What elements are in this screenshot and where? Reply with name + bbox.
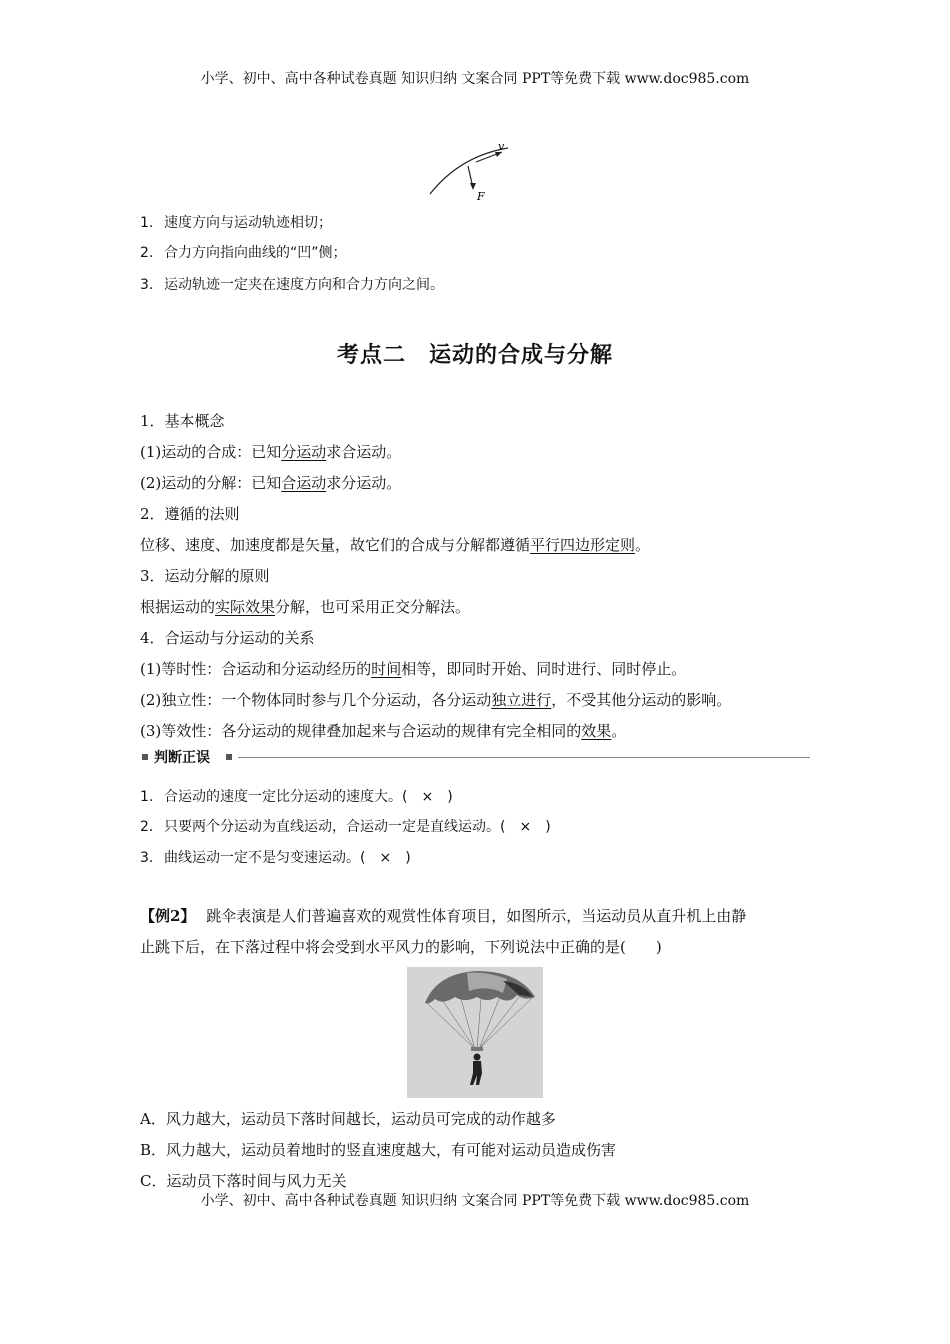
judge-header xyxy=(140,748,812,768)
f-label: F xyxy=(477,190,485,203)
item-number: 1. xyxy=(140,215,154,231)
item-number: 1. xyxy=(140,789,154,805)
underlined-answer: 合运动 xyxy=(281,474,327,492)
option-a: A．风力越大，运动员下落时间越长，运动员可完成的动作越多 xyxy=(140,1110,556,1128)
text-span: 只要两个分运动为直线运动，合运动一定是直线运动。( × ) xyxy=(164,819,551,835)
content-line-9 xyxy=(140,657,686,681)
content-line-8 xyxy=(140,626,315,650)
text-span: 1．基本概念 xyxy=(140,412,225,430)
text-span: 分解，也可采用正交分解法。 xyxy=(275,598,471,616)
text-span: (1)运动的合成：已知 xyxy=(140,443,282,461)
harness-bar xyxy=(471,1047,483,1051)
text-span: 速度方向与运动轨迹相切； xyxy=(164,215,332,231)
curve-rule-1 xyxy=(140,211,332,235)
jumper-head xyxy=(474,1054,481,1061)
curve-rule-3 xyxy=(140,273,444,297)
item-number: 3. xyxy=(140,850,154,866)
underlined-answer: 时间 xyxy=(371,660,402,678)
content-line-1 xyxy=(140,409,225,433)
judge-item-2 xyxy=(140,815,551,839)
text-span: 根据运动的 xyxy=(140,598,216,616)
text-span: 。 xyxy=(611,722,627,740)
judge-label: 判断正误 xyxy=(154,750,210,766)
text-span: 相等，即同时开始、同时进行、同时停止。 xyxy=(401,660,687,678)
example-text-1: 跳伞表演是人们普遍喜欢的观赏性体育项目，如图所示，当运动员从直升机上由静 xyxy=(206,907,747,925)
underlined-answer: 平行四边形定则 xyxy=(530,536,636,554)
content-line-7 xyxy=(140,595,470,619)
text-span: (2)运动的分解：已知 xyxy=(140,474,282,492)
text-span: 运动轨迹一定夹在速度方向和合力方向之间。 xyxy=(164,277,444,293)
v-label: v xyxy=(498,140,505,153)
content-line-4 xyxy=(140,502,240,526)
curve-force-figure xyxy=(420,138,520,206)
option-c: C．运动员下落时间与风力无关 xyxy=(140,1172,347,1190)
content-line-3 xyxy=(140,471,401,495)
text-span: ，不受其他分运动的影响。 xyxy=(551,691,732,709)
judge-item-3 xyxy=(140,846,411,870)
content-line-2 xyxy=(140,440,401,464)
example-label: 【例2】 xyxy=(140,907,196,925)
judge-divider xyxy=(238,757,810,758)
page-footer: 小学、初中、高中各种试卷真题 知识归纳 文案合同 PPT等免费下载 www.doc985.com xyxy=(200,1193,750,1209)
section-title: 考点二 运动的合成与分解 xyxy=(336,342,613,368)
text-span: 。 xyxy=(635,536,651,554)
text-span: 曲线运动一定不是匀变速运动。( × ) xyxy=(164,850,411,866)
text-span: (2)独立性：一个物体同时参与几个分运动，各分运动 xyxy=(140,691,492,709)
text-span: 位移、速度、加速度都是矢量，故它们的合成与分解都遵循 xyxy=(140,536,531,554)
content-line-5 xyxy=(140,533,650,557)
underlined-answer: 分运动 xyxy=(281,443,327,461)
content-line-11 xyxy=(140,719,626,743)
item-number: 3. xyxy=(140,277,154,293)
text-span: 2．遵循的法则 xyxy=(140,505,240,523)
text-span: 合力方向指向曲线的“凹”侧； xyxy=(164,245,347,261)
item-number: 2. xyxy=(140,245,154,261)
force-arrowhead xyxy=(470,183,476,190)
text-span: (3)等效性：各分运动的规律叠加起来与合运动的规律有完全相同的 xyxy=(140,722,582,740)
item-number: 2. xyxy=(140,819,154,835)
bullet-square-left xyxy=(142,754,148,760)
content-line-10 xyxy=(140,688,731,712)
text-span: 合运动的速度一定比分运动的速度大。( × ) xyxy=(164,789,453,805)
example-line-2: 止跳下后，在下落过程中将会受到水平风力的影响，下列说法中正确的是( ) xyxy=(140,938,662,956)
text-span: 4．合运动与分运动的关系 xyxy=(140,629,315,647)
underlined-answer: 独立进行 xyxy=(491,691,552,709)
curve-rule-2 xyxy=(140,241,347,265)
parachute-photo xyxy=(407,967,543,1098)
text-span: 求合运动。 xyxy=(326,443,402,461)
option-b: B．风力越大，运动员着地时的竖直速度越大，有可能对运动员造成伤害 xyxy=(140,1141,617,1159)
example-line-1 xyxy=(140,904,746,928)
page-header: 小学、初中、高中各种试卷真题 知识归纳 文案合同 PPT等免费下载 www.doc985.com xyxy=(200,71,750,87)
text-span: 求分运动。 xyxy=(326,474,402,492)
bullet-square-right xyxy=(226,754,232,760)
text-span: (1)等时性：合运动和分运动经历的 xyxy=(140,660,372,678)
underlined-answer: 实际效果 xyxy=(215,598,276,616)
judge-item-1 xyxy=(140,785,453,809)
text-span: 3．运动分解的原则 xyxy=(140,567,270,585)
underlined-answer: 效果 xyxy=(581,722,612,740)
content-line-6 xyxy=(140,564,270,588)
